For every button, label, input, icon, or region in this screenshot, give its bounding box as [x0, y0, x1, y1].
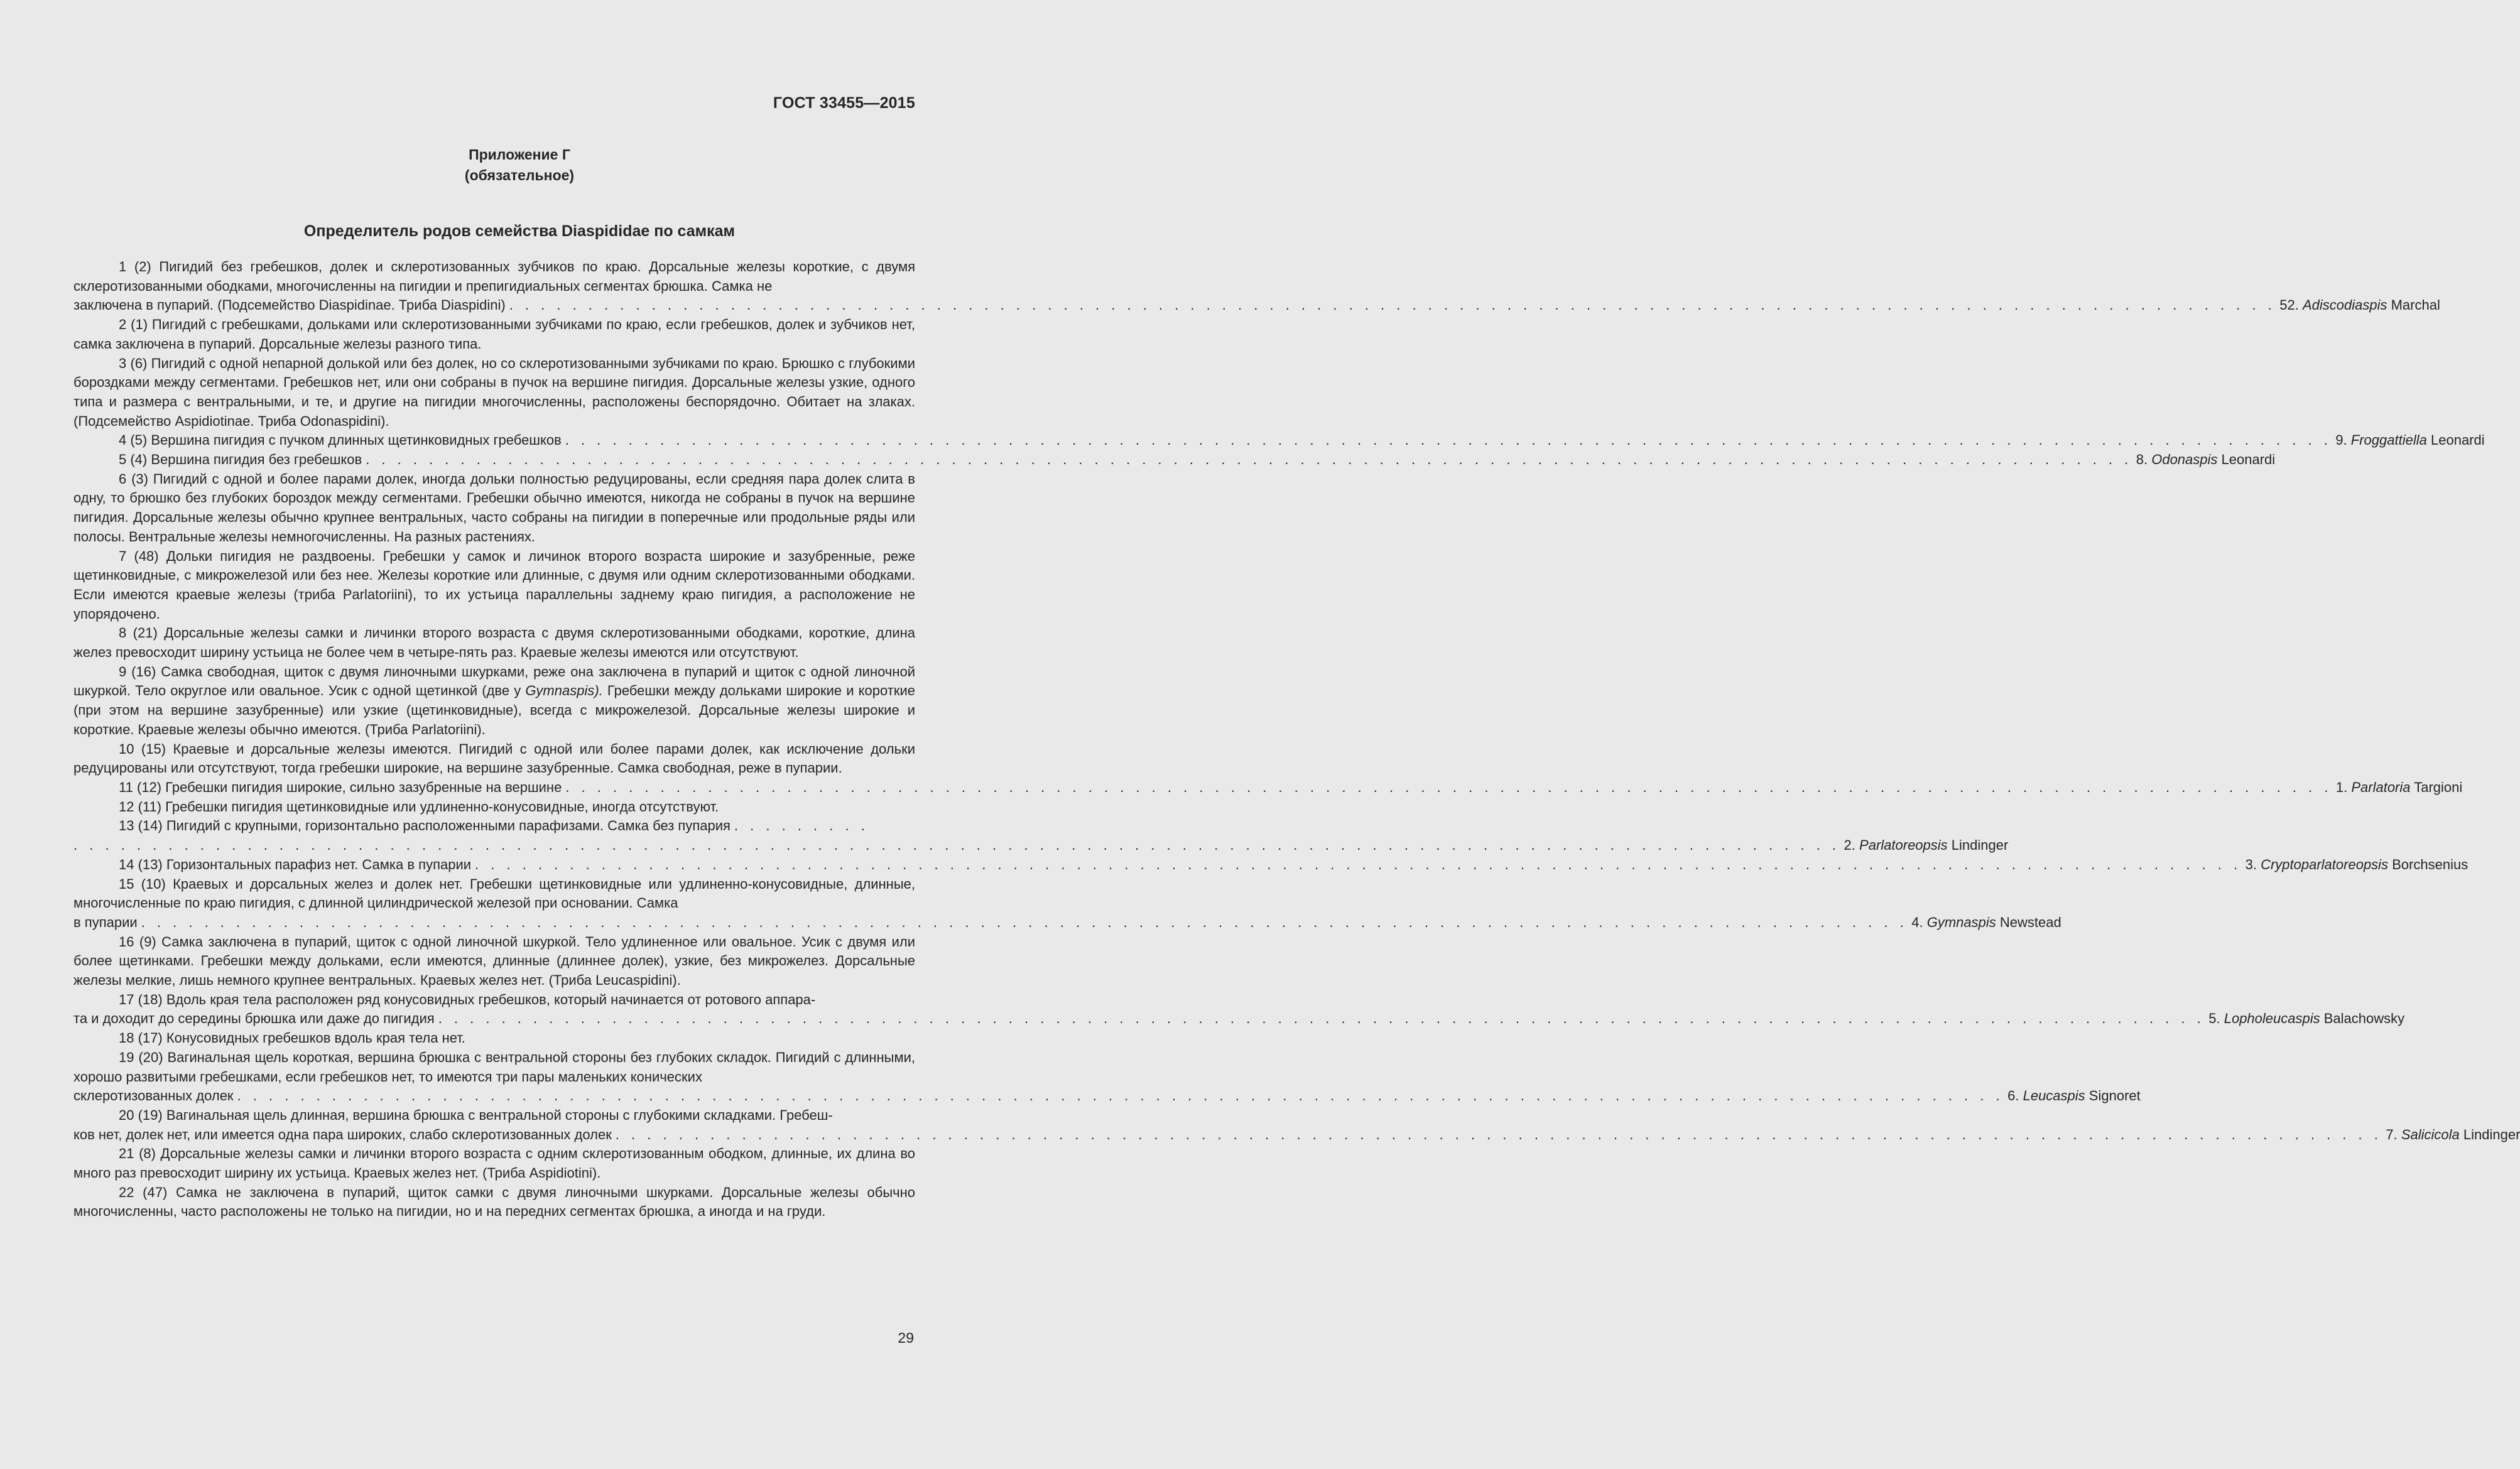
genus-name: Salicicola [2401, 1126, 2460, 1142]
appendix-type: (обязательное) [464, 167, 575, 183]
genus-result [2279, 296, 2440, 315]
genus-name: Parlatoreopsis [1859, 837, 1948, 854]
key-entry-17-result [73, 1009, 2405, 1029]
key-entry-4 [73, 431, 2485, 450]
genus-author: Lindinger [1951, 837, 2009, 854]
entry-text-part-b: Гребешки между дольками широкие и короткие (при этом на вершине зазубренные) или узкие (щетинковидные), всегда с микрожелезой. Дорсальные железы широкие и короткие. Краевые железы обычно имеются. (Триба Parlatoriini). [73, 683, 915, 737]
genus-author: Borchsenius [2392, 856, 2468, 872]
document-code: ГОСТ 33455—2015 [773, 94, 915, 112]
key-entry-12: 12 (11) Гребешки пигидия щетинковидные или удлиненно-конусовидные, иногда отсутствуют. [119, 798, 719, 815]
genus-author: Newstead [1999, 914, 2061, 930]
genus-name: Cryptoparlatoreopsis [2261, 856, 2389, 872]
genus-number: 6. [2007, 1088, 2019, 1104]
dot-leader: . . . . . . . . . . . . . . . . . . . . . . . . . . . . . . . . . . . . . . . . . . . . . . . . . . . . . . . . . . . . . . . . . . . . . . . . . . . . . . . . . . . . . . . . . . . . . . . . . . . . . . . . . . . . . . . . [509, 297, 2276, 313]
key-entry-9 [73, 663, 915, 740]
genus-name: Parlatoria [2351, 779, 2411, 795]
key-entry-14 [73, 855, 2468, 875]
entry-lead-text: 14 (13) Горизонтальных парафиз нет. Самка в пупарии [119, 856, 472, 872]
dot-leader: . . . . . . . . . . . . . . . . . . . . . . . . . . . . . . . . . . . . . . . . . . . . . . . . . . . . . . . . . . . . . . . . . . . . . . . . . . . . . . . . . . . . . . . . . . . . . . . . . . . . . . . . . . . . . . . . [141, 914, 1908, 930]
entry-lead-text: 4 (5) Вершина пигидия с пучком длинных щетинковидных гребешков [119, 432, 562, 448]
appendix-heading [0, 144, 1039, 186]
genus-number: 2. [1844, 837, 1855, 854]
appendix-label: Приложение Г [469, 146, 570, 163]
genus-name: Odonaspis [2151, 452, 2218, 468]
entry-text-part-a: 9 (16) Самка свободная, щиток с двумя линочными шкурками, реже она заключена в пупарий и щиток с одной линочной шкуркой. Тело округлое или овальное. Усик с одной щетинкой (две у [73, 663, 915, 699]
key-entry-15: 15 (10) Краевых и дорсальных желез и долек нет. Гребешки щетинковидные или удлиненно-конусовидные, длинные, многочисленные по краю пигидия, с длинной цилиндрической железой при основании. Самка [73, 875, 915, 911]
key-entry-20-result [73, 1125, 2520, 1145]
genus-result [2136, 450, 2275, 470]
key-entry-19-result [73, 1087, 2141, 1106]
genus-number: 9. [2335, 432, 2347, 448]
page-number: 29 [898, 1330, 914, 1346]
key-entry-7: 7 (48) Дольки пигидия не раздвоены. Гребешки у самок и личинок второго возраста широкие и зазубренные, реже щетинковидные, с микрожелезой или без нее. Железы короткие или длинные, с двумя или одним склеротизованными ободками. Если имеются краевые железы (триба Parlatoriini), то их устьица параллельны заднему краю пигидия, а расположение не упорядочено. [73, 548, 915, 622]
key-entry-8: 8 (21) Дорсальные железы самки и личинки второго возраста с двумя склеротизованными ободками, короткие, длина желез превосходит ширину устьица не более чем в четыре-пять раз. Краевые железы имеются или отсутствуют. [73, 625, 915, 661]
key-entry-21: 21 (8) Дорсальные железы самки и личинки второго возраста с одним склеротизованным ободком, длинные, их длина во много раз превосходит ширину их устьица. Краевых желез нет. (Триба Aspidiotini). [73, 1146, 915, 1181]
key-entry-3: 3 (6) Пигидий с одной непарной долькой или без долек, но со склеротизованными зубчиками по краю. Брюшко с глубокими бороздками между сегментами. Гребешков нет, или они собраны в пучок на вершине пигидия. Дорсальные железы узкие, одного типа и размера с вентральными, и те, и другие на пигидии многочисленны, расположены беспорядочно. Обитает на злаках. (Подсемейство Aspidiotinae. Триба Odonaspidini). [73, 355, 915, 429]
entry-tail-text: склеротизованных долек [73, 1088, 234, 1104]
key-entry-16: 16 (9) Самка заключена в пупарий, щиток с одной линочной шкуркой. Тело удлиненное или овальное. Усик с двумя или более щетинками. Гребешки между дольками, если имеются, длинные (длиннее долек), узкие, без микрожелез. Дорсальные железы мелкие, лишь немного крупнее вентральных. Краевых желез нет. (Триба Leucaspidini). [73, 933, 915, 989]
genus-author: Targioni [2414, 779, 2463, 795]
genus-author: Leonardi [2431, 432, 2485, 448]
genus-result [1844, 836, 2009, 855]
genus-author: Signoret [2088, 1088, 2141, 1104]
genus-author: Marchal [2391, 297, 2440, 313]
genus-author: Leonardi [2221, 452, 2276, 468]
key-entry-11 [73, 778, 2463, 798]
key-entry-1-result [73, 296, 2440, 315]
genus-number: 7. [2386, 1126, 2398, 1142]
key-entry-10: 10 (15) Краевые и дорсальные железы имеются. Пигидий с одной или более парами долек, как исключение дольки редуцированы или отсутствуют, тогда гребешки широкие, на вершине зазубренные. Самка свободная, реже в пупарии. [73, 740, 915, 776]
key-entry-19: 19 (20) Вагинальная щель короткая, вершина брюшка с вентральной стороны без глубоких складок. Пигидий с длинными, хорошо развитыми гребешками, если гребешков нет, то имеются три пары маленьких конических [73, 1049, 915, 1085]
genus-result [2336, 778, 2462, 798]
entry-tail-text: та и доходит до середины брюшка или даже до пигидия [73, 1011, 435, 1027]
dot-leader: . . . . . . . . . . . . . . . . . . . . . . . . . . . . . . . . . . . . . . . . . . . . . . . . . . . . . . . . . . . . . . . . . . . . . . . . . . . . . . . . . . . . . . . . . . . . . . . . . . . . . . . . . . . . . . . . [73, 837, 1840, 854]
key-entry-15-result [73, 913, 2061, 933]
genus-result [2007, 1087, 2141, 1106]
dot-leader: . . . . . . . . . . . . . . . . . . . . . . . . . . . . . . . . . . . . . . . . . . . . . . . . . . . . . . . . . . . . . . . . . . . . . . . . . . . . . . . . . . . . . . . . . . . . . . . . . . . . . . . . . . . . . . . . [475, 856, 2242, 872]
key-entry-18: 18 (17) Конусовидных гребешков вдоль края тела нет. [119, 1030, 466, 1046]
genus-number: 8. [2136, 452, 2148, 468]
genus-name: Lopholeucaspis [2224, 1011, 2320, 1027]
genus-result [2208, 1009, 2404, 1029]
genus-number: 3. [2245, 856, 2257, 872]
genus-number: 5. [2208, 1011, 2220, 1027]
document-title: Определитель родов семейства Diaspididae по самкам [303, 222, 736, 240]
entry-lead-text: 11 (12) Гребешки пигидия широкие, сильно зазубренные на вершине [119, 779, 562, 795]
key-entry-6: 6 (3) Пигидий с одной и более парами долек, иногда дольки полностью редуцированы, если средняя пара долек слита в одну, то брюшко без глубоких бороздок между сегментами. Гребешки обычно имеются, никогда не собраны в пучок на вершине пигидия. Дорсальные железы обычно крупнее вентральных, часто собраны на пигидии в поперечные или продольные ряды или полосы. Вентральные железы немногочисленны. На разных растениях. [73, 470, 915, 545]
key-entry-22: 22 (47) Самка не заключена в пупарий, щиток самки с двумя линочными шкурками. Дорсальные железы обычно многочисленны, часто расположены не только на пигидии, но и на передних сегментах брюшка, а иногда и на груди. [73, 1184, 915, 1220]
genus-name: Leucaspis [2023, 1088, 2085, 1104]
key-entry-5 [73, 450, 2276, 470]
key-entry-13-result [73, 836, 2009, 855]
dot-leader: . . . . . . . . . [734, 818, 869, 834]
entry-tail-text: ков нет, долек нет, или имеется одна пара широких, слабо склеротизованных долек [73, 1126, 612, 1142]
genus-name: Gymnaspis). [525, 683, 603, 699]
dot-leader: . . . . . . . . . . . . . . . . . . . . . . . . . . . . . . . . . . . . . . . . . . . . . . . . . . . . . . . . . . . . . . . . . . . . . . . . . . . . . . . . . . . . . . . . . . . . . . . . . . . . . . . . . . . . . . . . [366, 452, 2132, 468]
genus-result [2246, 855, 2468, 875]
key-entry-1: 1 (2) Пигидий без гребешков, долек и склеротизованных зубчиков по краю. Дорсальные железы короткие, с двумя склеротизованными ободками, многочисленны на пигидии и препигидиальных сегментах брюшка. Самка не [73, 259, 915, 294]
dot-leader: . . . . . . . . . . . . . . . . . . . . . . . . . . . . . . . . . . . . . . . . . . . . . . . . . . . . . . . . . . . . . . . . . . . . . . . . . . . . . . . . . . . . . . . . . . . . . . . . . . . . . . . . . . . . . . . . [237, 1088, 2004, 1104]
entry-tail-text: в пупарии [73, 914, 138, 930]
genus-name: Adiscodiaspis [2302, 297, 2387, 313]
dot-leader: . . . . . . . . . . . . . . . . . . . . . . . . . . . . . . . . . . . . . . . . . . . . . . . . . . . . . . . . . . . . . . . . . . . . . . . . . . . . . . . . . . . . . . . . . . . . . . . . . . . . . . . . . . . . . . . . [438, 1011, 2205, 1027]
genus-result [1911, 913, 2061, 933]
genus-result [2335, 431, 2484, 450]
genus-number: 1. [2335, 779, 2348, 795]
entry-lead-text: 5 (4) Вершина пигидия без гребешков [119, 452, 362, 468]
key-body [73, 257, 2520, 1222]
entry-tail-text: заключена в пупарий. (Подсемейство Diaspidinae. Триба Diaspidini) [73, 297, 506, 313]
genus-author: Balachowsky [2323, 1011, 2405, 1027]
genus-name: Froggattiella [2350, 432, 2427, 448]
genus-result [2386, 1125, 2520, 1145]
genus-name: Gymnaspis [1926, 914, 1996, 930]
dot-leader: . . . . . . . . . . . . . . . . . . . . . . . . . . . . . . . . . . . . . . . . . . . . . . . . . . . . . . . . . . . . . . . . . . . . . . . . . . . . . . . . . . . . . . . . . . . . . . . . . . . . . . . . . . . . . . . . [565, 779, 2332, 795]
genus-number: 52. [2279, 297, 2299, 313]
key-entry-20: 20 (19) Вагинальная щель длинная, вершина брюшка с вентральной стороны с глубокими складками. Гребеш- [119, 1107, 833, 1123]
key-entry-2: 2 (1) Пигидий с гребешками, дольками или склеротизованными зубчиками по краю, если гребешков, долек и зубчиков нет, самка заключена в пупарий. Дорсальные железы разного типа. [73, 317, 915, 352]
entry-lead-text: 13 (14) Пигидий с крупными, горизонтально расположенными парафизами. Самка без пупария [119, 818, 730, 834]
genus-author: Lindinger [2463, 1126, 2520, 1142]
key-entry-13 [73, 816, 915, 836]
genus-number: 4. [1911, 914, 1923, 930]
dot-leader: . . . . . . . . . . . . . . . . . . . . . . . . . . . . . . . . . . . . . . . . . . . . . . . . . . . . . . . . . . . . . . . . . . . . . . . . . . . . . . . . . . . . . . . . . . . . . . . . . . . . . . . . . . . . . . . . [615, 1126, 2382, 1142]
key-entry-17: 17 (18) Вдоль края тела расположен ряд конусовидных гребешков, который начинается от ротового аппара- [119, 991, 816, 1007]
dot-leader: . . . . . . . . . . . . . . . . . . . . . . . . . . . . . . . . . . . . . . . . . . . . . . . . . . . . . . . . . . . . . . . . . . . . . . . . . . . . . . . . . . . . . . . . . . . . . . . . . . . . . . . . . . . . . . . . [565, 432, 2332, 448]
